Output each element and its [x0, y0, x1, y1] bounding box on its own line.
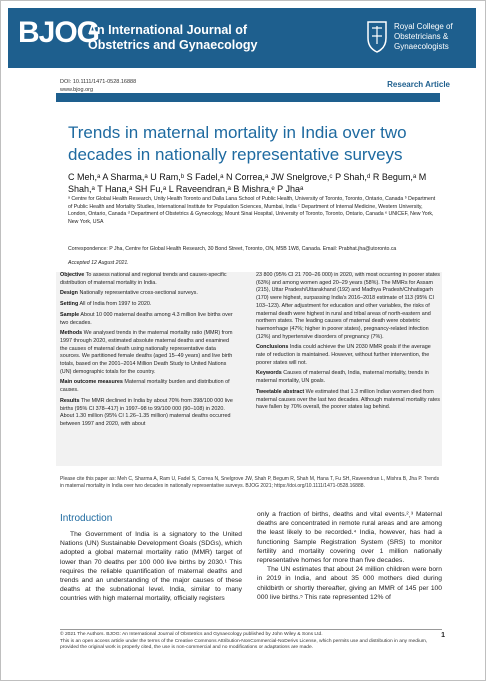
rcog-line2: Obstetricians & — [394, 32, 449, 41]
rcog-line3: Gynaecologists — [394, 42, 449, 51]
affiliations: ᵃ Centre for Global Health Research, Unity Health Toronto and Dalla Lana School of Public Health, University of Toronto, Toronto, Ontario, Canada ᵇ Department of Public Health and Mortality Studies, International Institute for Population Sciences, Mumbai, India ᶜ Department of Internal Medicine, Western University, London, Ontario, Canada ᵈ Department of Obstetrics & Gynecology, Mount Sinai Hospital, University of Toronto, Toronto, Ontario, Canada ᵉ UNICEF, New York, New York, USA — [68, 196, 436, 225]
abstract-results: Results The MMR declined in India by about 70% from 398/100 000 live births (95% CI 378–417) in 1997–98 to 99/100 000 (90–108) in 2020. About 1.30 million (95% CI 1.26–1.35 million) maternal deaths occurred between 1997 and 2020, with about — [60, 397, 233, 427]
journal-name-line2: Obstetrics and Gynaecology — [88, 38, 258, 52]
title-divider — [56, 93, 440, 102]
abstract-objective: Objective To assess national and regional trends and causes-specific distribution of maternal mortality in India. — [60, 272, 227, 286]
abstract-keywords: Keywords Causes of maternal death, India, maternal mortality, trends in maternal mortality, UN goals. — [256, 370, 429, 385]
abstract-outcome: Main outcome measures Maternal mortality burden and distribution of causes. — [60, 379, 230, 394]
footer-license — [60, 632, 430, 652]
accepted-date: Accepted 12 August 2021. — [68, 260, 129, 266]
footer-license-text: This is an open access article under the terms of the Creative Commons Attribution-NonCommercial-NoDerivs License, which permits use and distribution in any medium, provided the original work is properly cited, the use is non-commercial and no modifications or adaptations are made. — [60, 638, 428, 651]
body-paragraph: The UN estimates that about 24 million children were born in 2019 in India, and about 35 000 mothers died during childbirth or shortly thereafter, giving an MMR of 145 per 100 000 live births.⁵ This rate represented 12% of — [257, 566, 442, 601]
abstract-sample: Sample About 10 000 maternal deaths among 4.3 million live births over two decades. — [60, 311, 233, 326]
citation-note: Please cite this paper as: Meh C, Sharma A, Ram U, Fadel S, Correa N, Snelgrove JW, Shah P, Begum R, Shah M, Hana T, Fu SH, Raveendran L, Mishra B, Jha P. Trends in maternal mortality in India over two decades in nationally representative surveys. BJOG 2021; https://doi.org/10.1111/1471-0528.16888. — [60, 476, 440, 489]
footer-divider — [60, 629, 442, 630]
rcog-crest-icon — [366, 20, 388, 54]
section-heading-introduction: Introduction — [60, 513, 113, 524]
abstract-right-column — [256, 272, 440, 415]
abstract-left-column — [60, 272, 236, 432]
body-right-column — [257, 510, 442, 602]
author-list: C Meh,ᵃ A Sharma,ᵃ U Ram,ᵇ S Fadel,ᵃ N Correa,ᵃ JW Snelgrove,ᶜ P Shah,ᵈ R Begum,ᵃ M Shah,ᵃ T Hana,ᵃ SH Fu,ᵃ L Raveendran,ᵃ B Mishra,ᵉ P Jhaᵃ — [68, 172, 427, 194]
footer-copyright: © 2021 The Authors. BJOG: An International Journal of Obstetrics and Gynaecology published by John Wiley & Sons Ltd. — [60, 632, 323, 637]
doi[interactable]: DOI: 10.1111/1471-0528.16888 — [60, 79, 137, 85]
journal-abbrev: BJOG — [18, 16, 100, 49]
correspondence: Correspondence: P Jha, Centre for Global Health Research, 30 Bond Street, Toronto, ON, M5B 1W8, Canada. Email: Prabhat.jha@utoronto.ca — [68, 246, 397, 252]
website[interactable]: www.bjog.org — [60, 87, 94, 93]
article-title: Trends in maternal mortality in India over two decades in nationally representative surveys — [68, 123, 407, 164]
abstract-results-cont: 23 800 (95% CI 21 700–26 000) in 2020, with most occurring in poorer states (63%) and among women aged 20–29 years (58%). The MMRs for Assam (215), Uttar Pradesh/Uttarakhand (192) and Madhya Pradesh/Chhatisgarh (170) were highest, surpassing India's 2016–2018 estimate of 113 (95% CI 103–123). After adjustment for education and other variables, the risks of maternal death were highest in rural and tribal areas of north-eastern and northern states. The leading causes of maternal death were obstetric haemorrhage (47%; higher in poorer states), pregnancy-related infection (12%) and hypertensive disorders of pregnancy (7%). — [256, 272, 440, 340]
journal-banner — [8, 8, 476, 68]
abstract-design: Design Nationally representative cross-sectional surveys. — [60, 290, 198, 297]
article-meta — [60, 78, 136, 94]
abstract-setting: Setting All of India from 1997 to 2020. — [60, 301, 152, 308]
abstract-tweetable: Tweetable abstract We estimated that 1.3 million Indian women died from maternal causes over the last two decades. Although maternal mortality rates have fallen by 70% overall, the poorer states lag behind. — [256, 388, 440, 411]
journal-name-line1: An International Journal of — [88, 23, 248, 37]
page-number: 1 — [441, 632, 445, 639]
body-paragraph: The Government of India is a signatory to the United Nations (UN) Sustainable Development Goals (SDGs), which adopted a global maternal mortality ratio (MMR) target of lower than 70 deaths per 100 000 live births by 2030.¹ This requires the reliable quantification of maternal deaths and trends and an understanding of the major causes of these deaths at the subnational level. India, similar to many countries with high maternal mortality, officially registers — [60, 531, 242, 603]
abstract-methods: Methods We analysed trends in the maternal mortality ratio (MMR) from 1997 through 2020, estimated absolute maternal deaths and examined the causes of maternal death using nationally representative data sources. We partitioned female deaths (aged 15–49 years) and live birth totals, based on the 2001–2014 Million Death Study to United Nations (UN) demographic totals for the country. — [60, 330, 233, 375]
rcog-line1: Royal College of — [394, 22, 453, 31]
body-paragraph: only a fraction of births, deaths and vital events.²ˎ³ Maternal deaths are concentrated in remote rural areas and are among the least likely to be recorded.⁴ India, however, has had a functioning Sample Registration System (SRS) to monitor fertility and mortality covering over 1 million nationally representative homes for more than five decades. — [257, 511, 442, 565]
abstract-conclusions: Conclusions India could achieve the UN 2030 MMR goals if the average rate of reduction is maintained. However, without further intervention, the poorer states will not. — [256, 344, 431, 366]
journal-name — [88, 23, 258, 53]
article-category: Research Article — [387, 80, 450, 89]
body-left-column — [60, 530, 242, 604]
rcog-name — [394, 22, 453, 52]
